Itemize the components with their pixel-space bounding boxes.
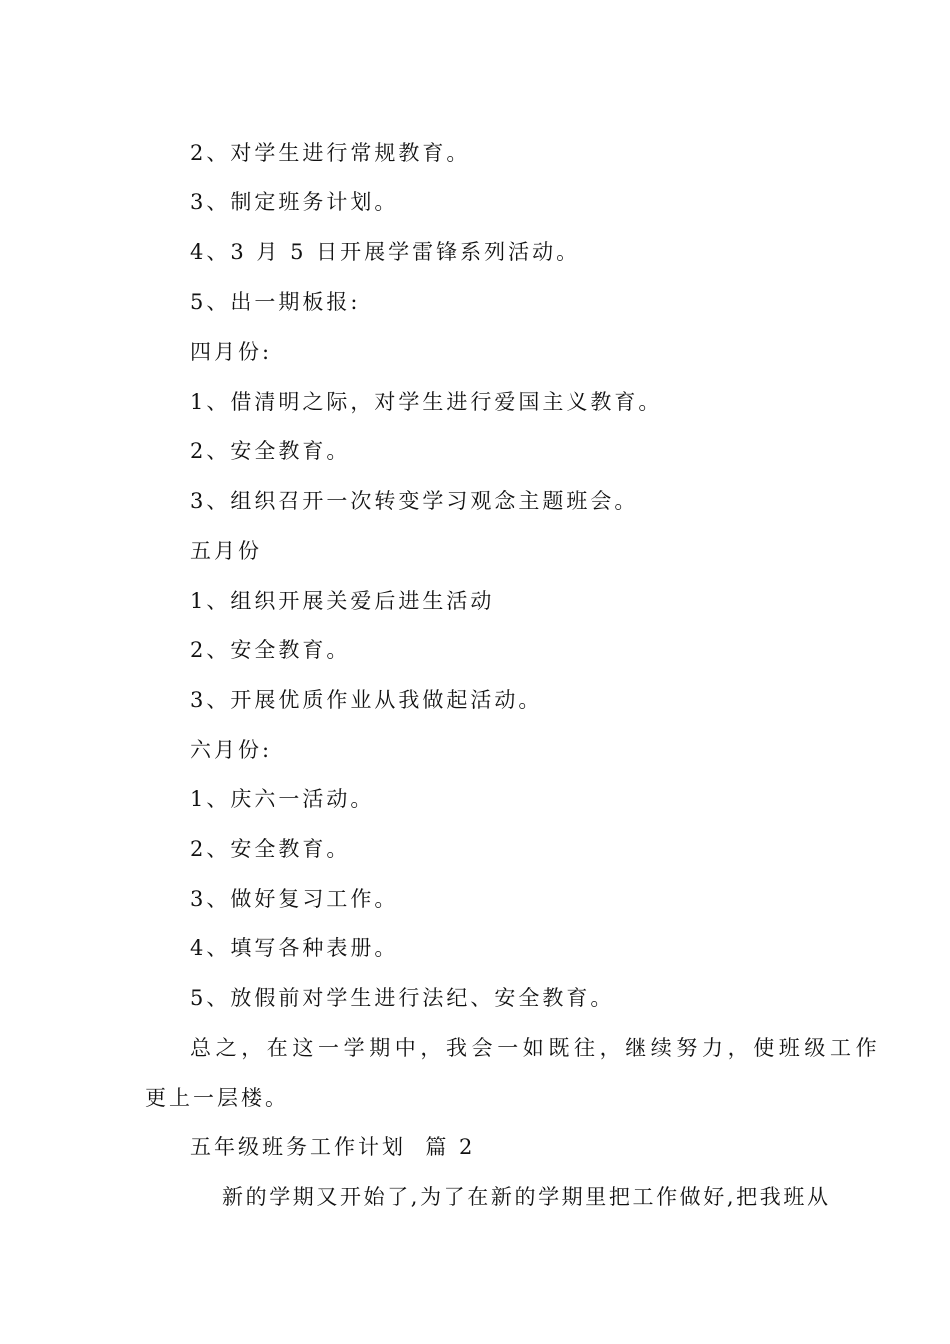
paragraph-line: 2、对学生进行常规教育。 — [190, 141, 471, 165]
month-heading: 五月份 — [190, 539, 262, 563]
paragraph-line: 1、借清明之际，对学生进行爱国主义教育。 — [190, 390, 663, 414]
section-title: 五年级班务工作计划 篇 2 — [190, 1135, 476, 1159]
intro-paragraph: 新的学期又开始了,为了在新的学期里把工作做好,把我班从 — [222, 1185, 831, 1209]
paragraph-line: 2、安全教育。 — [190, 638, 351, 662]
paragraph-line: 3、开展优质作业从我做起活动。 — [190, 688, 543, 712]
paragraph-line: 2、安全教育。 — [190, 837, 351, 861]
paragraph-line: 5、放假前对学生进行法纪、安全教育。 — [190, 986, 615, 1010]
month-heading: 四月份: — [190, 340, 273, 364]
paragraph-line: 4、填写各种表册。 — [190, 936, 399, 960]
summary-paragraph: 总之，在这一学期中，我会一如既往，继续努力，使班级工作 — [190, 1036, 882, 1060]
summary-paragraph-continued: 更上一层楼。 — [145, 1086, 289, 1110]
paragraph-line: 5、出一期板报: — [190, 290, 361, 314]
paragraph-line: 1、庆六一活动。 — [190, 787, 375, 811]
paragraph-line: 3、制定班务计划。 — [190, 190, 399, 214]
paragraph-line: 2、安全教育。 — [190, 439, 351, 463]
paragraph-line: 3、做好复习工作。 — [190, 887, 399, 911]
paragraph-line: 3、组织召开一次转变学习观念主题班会。 — [190, 489, 639, 513]
paragraph-line: 1、组织开展关爱后进生活动 — [190, 589, 495, 613]
paragraph-line: 4、3 月 5 日开展学雷锋系列活动。 — [190, 240, 581, 264]
month-heading: 六月份: — [190, 738, 273, 762]
